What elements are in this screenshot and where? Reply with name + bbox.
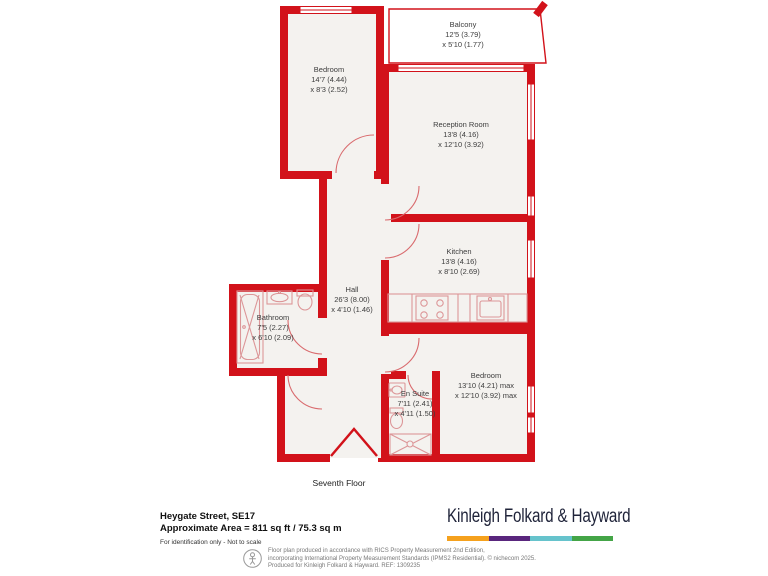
bedroom-bottom-dim2: x 12'10 (3.92) max [455,391,517,400]
balcony-dim1: 12'5 (3.79) [445,30,481,39]
nichecom-logo-icon [242,548,263,569]
balcony-label: Balcony [449,20,477,29]
bedroom-top-label: Bedroom [313,65,345,74]
entrance-opening [330,450,378,458]
door-opening [406,369,432,381]
window [300,7,352,14]
disclaimer-text [268,548,536,571]
window [528,240,535,278]
bar-segment-teal [530,536,572,541]
window [528,84,535,140]
bedroom-bottom-dim1: 13'10 (4.21) max [457,381,515,390]
hall-dim2: x 4'10 (1.46) [331,305,373,314]
property-summary [160,511,342,549]
window [528,196,535,216]
bedroom-bottom-label: Bedroom [470,371,502,380]
bedroom-top-dim1: 14'7 (4.44) [311,75,347,84]
bedroom-top-dim2: x 8'3 (2.52) [310,85,348,94]
bathroom-dim2: x 6'10 (2.09) [252,333,294,342]
reception-dim2: x 12'10 (3.92) [438,140,484,149]
shower-drain-icon [407,441,413,447]
disclaimer-line: incorporating International Property Measurement Standards (IPMS2 Residential). © nichecom 2025. [268,555,536,562]
bar-segment-green [572,536,614,541]
ensuite-label: En Suite [400,389,430,398]
window [398,65,524,72]
reception-dim1: 13'8 (4.16) [443,130,479,139]
brand-logo-text: Kinleigh Folkard & Hayward [447,506,631,527]
address-line: Heygate Street, SE17 [160,511,256,522]
reception-label: Reception Room [433,120,489,129]
area-line: Approximate Area = 811 sq ft / 75.3 sq m [160,523,342,534]
door-opening [332,167,374,181]
window [528,417,535,433]
door-opening [379,184,391,222]
door-opening [379,222,391,260]
brand-color-bar [447,536,613,541]
kitchen-label: Kitchen [446,247,472,256]
disclaimer-line: Produced for Kinleigh Folkard & Hayward. REF: 1309235 [268,563,421,569]
bathroom-label: Bathroom [256,313,290,322]
wall-stub [536,3,545,15]
window [528,386,535,413]
balcony-dim2: x 5'10 (1.77) [442,40,484,49]
hall-label: Hall [345,285,359,294]
bathroom-dim1: 7'5 (2.27) [257,323,289,332]
ensuite-dim1: 7'11 (2.41) [397,399,433,408]
kitchen-dim2: x 8'10 (2.69) [438,267,480,276]
door-opening [314,318,328,358]
hall-dim1: 26'3 (8.00) [334,295,370,304]
identification-note: For identification only - Not to scale [160,539,262,546]
door-opening [379,336,391,374]
entrance-opening [330,458,378,464]
disclaimer [242,548,536,571]
floor-label: Seventh Floor [312,478,366,488]
bar-segment-orange [447,536,489,541]
kitchen-dim1: 13'8 (4.16) [441,257,477,266]
disclaimer-line: Floor plan produced in accordance with RICS Property Measurement 2nd Edition, [268,548,485,554]
ensuite-dim2: x 4'11 (1.50) [394,409,436,418]
bar-segment-purple [489,536,531,541]
